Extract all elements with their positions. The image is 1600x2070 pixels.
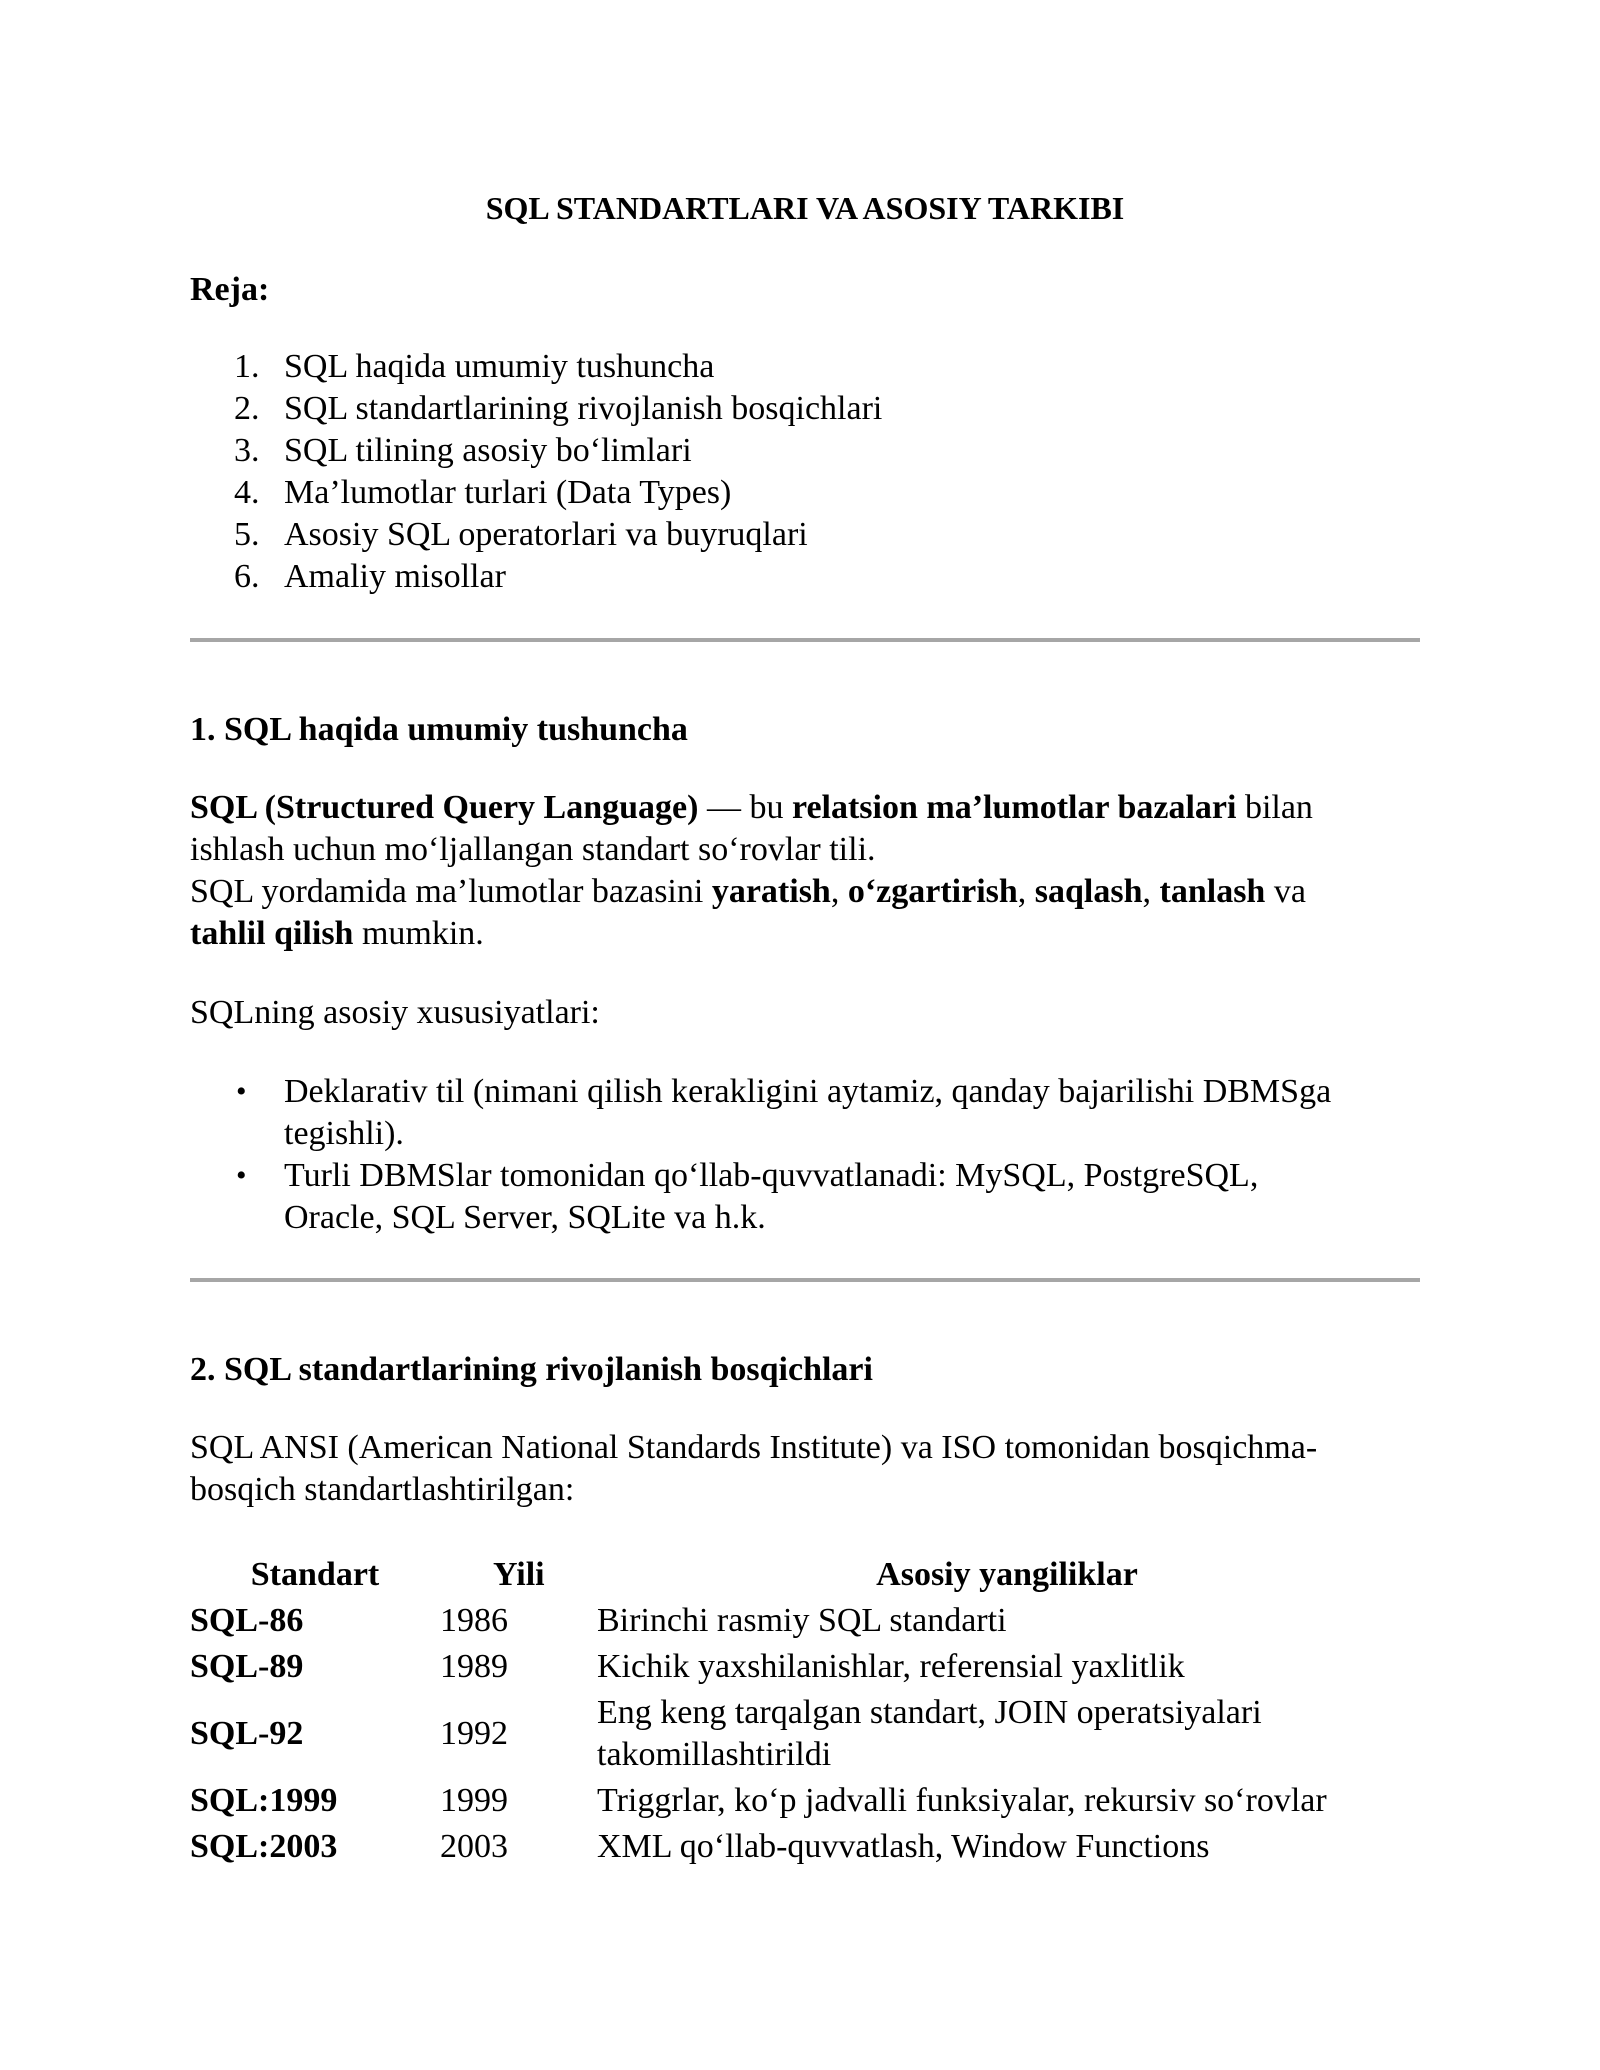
list-item: [190, 388, 882, 430]
cell-news: XML qo‘llab-quvvatlash, Window Functions: [597, 1828, 1210, 1865]
definition-line-1: [190, 787, 1420, 829]
list-item: [190, 430, 882, 472]
capability-store: saqlash: [1034, 873, 1143, 910]
list-item-text: SQL haqida umumiy tushuncha: [284, 348, 715, 385]
list-item: [190, 514, 882, 556]
table-row: [190, 1778, 1417, 1824]
capabilities-text: mumkin.: [353, 915, 484, 952]
column-header-year-text: Yili: [493, 1556, 545, 1593]
column-header-standard: Standart: [250, 1556, 380, 1593]
feature-text: Deklarativ til (nimani qilish kerakligini aytamiz, qanday bajarilishi DBMSga: [284, 1073, 1332, 1110]
plan-heading: Reja:: [190, 271, 270, 308]
section-1-definition: [190, 787, 1420, 955]
separator: ,: [1142, 873, 1160, 910]
table-row: [190, 1598, 1417, 1644]
capabilities-line-2: [190, 913, 1420, 955]
capabilities-text: SQL yordamida ma’lumotlar bazasini: [190, 873, 712, 910]
horizontal-divider: [190, 638, 1420, 642]
cell-news: Kichik yaxshilanishlar, referensial yaxlitlik: [597, 1648, 1185, 1685]
cell-standard: SQL-86: [190, 1602, 304, 1639]
definition-text: — bu: [698, 789, 792, 826]
list-item-text: Asosiy SQL operatorlari va buyruqlari: [284, 516, 808, 553]
definition-line-2: ishlash uchun mo‘ljallangan standart so‘rovlar tili.: [190, 831, 876, 868]
separator: ,: [1017, 873, 1035, 910]
cell-standard: SQL:2003: [190, 1828, 338, 1865]
list-number: 1.: [234, 348, 260, 385]
intro-line: bosqich standartlashtirilgan:: [190, 1471, 575, 1508]
cell-news-line: takomillashtirildi: [597, 1736, 832, 1773]
list-item: [190, 556, 882, 598]
section-2-heading: 2. SQL standartlarining rivojlanish bosqichlari: [190, 1351, 873, 1388]
bullet-icon: •: [236, 1159, 247, 1192]
list-item-text: SQL tilining asosiy bo‘limlari: [284, 432, 692, 469]
cell-year: 1989: [440, 1648, 508, 1685]
list-number: 4.: [234, 474, 260, 511]
cell-news: Triggrlar, ko‘p jadvalli funksiyalar, rekursiv so‘rovlar: [597, 1782, 1327, 1819]
bullet-icon: •: [236, 1075, 247, 1108]
table-row: [190, 1644, 1417, 1690]
capabilities-line-1: [190, 871, 1420, 913]
plan-list: [190, 346, 882, 598]
separator: ,: [830, 873, 848, 910]
definition-emphasis: relatsion ma’lumotlar bazalari: [791, 789, 1237, 826]
capabilities-text: va: [1265, 873, 1306, 910]
cell-year: 1986: [440, 1602, 508, 1639]
list-number: 6.: [234, 558, 260, 595]
list-item: [190, 346, 882, 388]
section-1-heading: 1. SQL haqida umumiy tushuncha: [190, 711, 688, 748]
cell-standard: SQL-92: [190, 1715, 304, 1752]
table-row: [190, 1690, 1417, 1778]
cell-year: 1999: [440, 1782, 508, 1819]
cell-year: 1992: [440, 1715, 508, 1752]
feature-text: Oracle, SQL Server, SQLite va h.k.: [284, 1199, 766, 1236]
horizontal-divider: [190, 1278, 1420, 1282]
cell-standard: SQL:1999: [190, 1782, 338, 1819]
list-item-text: SQL standartlarining rivojlanish bosqichlari: [284, 390, 883, 427]
list-number: 5.: [234, 516, 260, 553]
list-item: [190, 1071, 1420, 1155]
cell-standard: SQL-89: [190, 1648, 304, 1685]
column-header-news: Asosiy yangiliklar: [876, 1556, 1138, 1593]
capability-create: yaratish: [711, 873, 831, 910]
features-intro-text: SQLning asosiy xususiyatlari:: [190, 994, 600, 1031]
list-item: [190, 1155, 1420, 1239]
list-number: 3.: [234, 432, 260, 469]
feature-text: Turli DBMSlar tomonidan qo‘llab-quvvatlanadi: MySQL, PostgreSQL,: [284, 1157, 1259, 1194]
capability-modify: o‘zgartirish: [847, 873, 1018, 910]
definition-term: SQL (Structured Query Language): [190, 789, 699, 826]
feature-text: tegishli).: [284, 1115, 404, 1152]
column-header-year: [440, 1552, 597, 1598]
cell-news: Birinchi rasmiy SQL standarti: [597, 1602, 1007, 1639]
capability-select: tanlash: [1159, 873, 1266, 910]
list-item-text: Amaliy misollar: [284, 558, 506, 595]
intro-line: SQL ANSI (American National Standards Institute) va ISO tomonidan bosqichma-: [190, 1429, 1318, 1466]
document-title: SQL STANDARTLARI VA ASOSIY TARKIBI: [485, 190, 1125, 226]
list-item-text: Ma’lumotlar turlari (Data Types): [284, 474, 732, 511]
cell-news: [597, 1690, 1417, 1778]
standards-table: [190, 1552, 1417, 1870]
definition-text: bilan: [1236, 789, 1313, 826]
table-header-row: [190, 1552, 1417, 1598]
table-row: [190, 1824, 1417, 1870]
capability-analyze: tahlil qilish: [190, 915, 354, 952]
section-2-intro: [190, 1427, 1420, 1511]
list-number: 2.: [234, 390, 260, 427]
features-intro: [190, 992, 1420, 1034]
cell-year: 2003: [440, 1828, 508, 1865]
cell-news-line: Eng keng tarqalgan standart, JOIN operatsiyalari: [597, 1694, 1262, 1731]
list-item: [190, 472, 882, 514]
features-list: [190, 1071, 1420, 1239]
